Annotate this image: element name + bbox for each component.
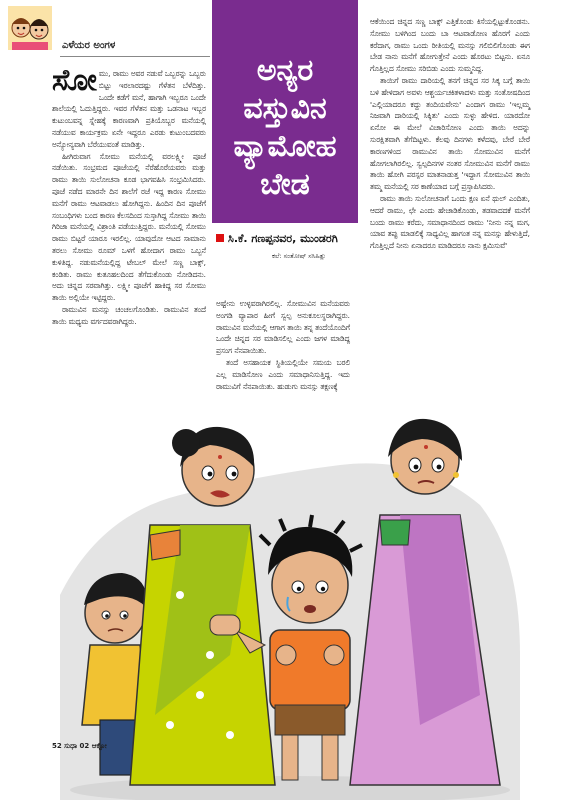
section-header (0, 0, 212, 60)
story-illustration (60, 395, 520, 800)
title-line: ವಸ್ತುವಿನ (243, 91, 327, 126)
byline-square-icon (216, 234, 224, 242)
story-column-1 (52, 63, 206, 328)
paragraph: ತಂದೆ ಅಸಹಾಯಕ ಸ್ಥಿತಿಯಲ್ಲಿಯೇ ಸಮಯ ಬರಲಿ ಎಲ್ಲ ಮಾಡಿಸೋಣ ಎಂದು ಸಮಾಧಾನಿಸುತ್ತಿದ್ದ. ಇದು ರಾಮುವಿಗೆ ನೆನಪಾಯಿತು. ಹುಡುಗು ಮನಸ್ಸು ತಕ್ಷಣಕ್ಕೆ (216, 357, 350, 391)
header-rule (60, 56, 210, 57)
kids-logo-icon (8, 6, 52, 50)
paragraph: ತಾಯಿಗೆ ರಾಮು ದಾರಿಯಲ್ಲಿ ತನಗೆ ಚಿನ್ನದ ಸರ ಸಿಕ್ಕ ಬಗ್ಗೆ ತಾಯಿ ಬಳಿ ಹೇಳಿದಾಗ ಅವಳು ಆಶ್ಚರ್ಯಚಕಿತಳಾದಳು ಮತ್ತು ಸಂತೋಷದಿಂದ 'ಎಲ್ಲಿಯಾದರೂ ಕದ್ದು ತಂದಿಯವೇನು' ಎಂದಾಗ ರಾಮು 'ಇಲ್ಲಮ್ಮ ನಿಜವಾಗಿ ದಾರಿಯಲ್ಲಿ ಸಿಕ್ಕಿತು' ಎಂದು ಸುಳ್ಳು ಹೇಳಿದ. ಯಾರದೋ ಏನೋ ಈ ಮೇಲೆ ವಿಚಾರಿಸೋಣ ಎಂದು ತಾಯಿ ಅದನ್ನು ಸುರಕ್ಷಿತವಾಗಿ ತೆಗೆದಿಟ್ಟಳು. ಕೆಲವು ದಿನಗಳು ಕಳೆದವು, ಬೇರೆ ಬೇರೆ ಕಾರಣಗಳಿಂದ ರಾಮುವಿನ ತಾಯಿ ಸೋಮುವಿನ ಮನೆಗೆ ಹೋಗಲಾಗಿರಲಿಲ್ಲ. ಸ್ವಲ್ಪದಿನಗಳ ನಂತರ ಸೋಮುವಿನ ಮನೆಗೆ ರಾಮು ತಾಯಿ ಹೋಗಿ ಪರಸ್ಪರ ಮಾತನಾಡುತ್ತ 'ಇದ್ದಾಗ ಸೋಮುವಿನ ತಾಯಿ ತಮ್ಮ ಮನೆಯಲ್ಲಿ ಸರ ಕಾಣೆಯಾದ ಬಗ್ಗೆ ಪ್ರಸ್ತಾಪಿಸಿದರು. (370, 75, 530, 192)
page-folio: 52 ಸುಧಾ 02 ಆಕ್ಟೋ (52, 742, 107, 750)
paragraph: ಆಕೆಯಿಂದ ಚಿನ್ನದ ಸಣ್ಣ ಬಾಕ್ಸ್ ಎತ್ತಿಕೊಂಡು ಕಿಸೆಯಲ್ಲಿಟ್ಟುಕೊಂಡನು. ಸೋಮು ಬಳಿಗಿಂದ ಬಂದು ಬಾ ಆಟವಾಡೋಣ ಹೊರಗೆ ಎಂದು ಕರೆದಾಗ, ರಾಮು ಒಂದು ರೀತಿಯಲ್ಲಿ ಮನಸ್ಸು ಗಲಿಬಿಲಿಗೊಂಡು ಈಗ ಬೇಡ ನಾನು ಮನೆಗೆ ಹೋಗುತ್ತೇನೆ ಎಂದು ಹೊರಟು ಬಿಟ್ಟನು. ಏನೂ ಗೊತ್ತಿಲ್ಲದ ಸೋಮು ಸರಿಬಿಡು ಎಂದು ಸುಮ್ಮನಿದ್ದ. (370, 17, 530, 74)
paragraph: ಮು, ರಾಮು ಅವರ ನಡುವೆ ಒಬ್ಬರನ್ನು ಒಬ್ಬರು ಬಿಟ್ಟು ಇರಲಾರದಷ್ಟು ಗೆಳೆತನ ಬೆಳೆದಿತ್ತು. ಒಂದೇ ಕಡೆಗೆ ಮನೆ, ಹಾಗಾಗಿ ಇಬ್ಬರೂ ಒಂದೇ ಶಾಲೆಯಲ್ಲಿ ಓದುತ್ತಿದ್ದರು. ಇವರ ಗೆಳೆತನ ಮತ್ತು ಒಡನಾಟ ಇಬ್ಬರ ಕುಟುಂಬವನ್ನ ಸ್ನೇಹಕ್ಕೆ ಕಾರಣವಾಗಿ ಪ್ರತಿಯೊಬ್ಬರ ಮನೆಯಲ್ಲಿ ನಡೆಯುವ ಕಾರ್ಯಕ್ರಮ ಏನೇ ಇದ್ದರೂ ಎರಡು ಕುಟುಂಬದವರು ಅನ್ಯೋನ್ಯವಾಗಿ ಬೆರೆಯುವಂತೆ ಮಾಡಿತ್ತು. (52, 69, 206, 149)
paragraph: ರಾಮು ತಾಯಿ ಸುಲೋಚನಾಗೆ ಒಂದು ಕ್ಷಣ ಏನೆ ಥುಲ್ ಎಂದಿತು, ಆದರೆ ರಾಮು, ಛೇ ಎಂದು ಹೇಚಾಡಿಕೊಂಡು, ತಡವಾದದಕೆ ಮನೆಗೆ ಬಂದು ರಾಮು ಕರೆದು, ಸಮಾಧಾನದಿಂದ ರಾಮು 'ನೀನು ನನ್ನ ಮಗ, ಯಾವ ತಪ್ಪು ಮಾಡಲಿಕ್ಕೆ ಸಾಧ್ಯವಿಲ್ಲ ಹಾಗಂತ ನನ್ನ ಮನಸ್ಸು ಹೇಳುತ್ತಿದೆ, ಗೊತ್ತಿಲ್ಲದೆ ನೀನು ಏನಾದರೂ ಮಾಡಿದರೂ ನಾನು ಕ್ಷಮಿಸುವೆ' (370, 193, 530, 251)
paragraph: ಅಷ್ಟೇನು ಉಳ್ಳವರಾಗಿರಲಿಲ್ಲ. ಸೋಮುವಿನ ಮನೆಯವರು ಅಂಗಡಿ ವ್ಯಾಪಾರ ಹೀಗೆ ಸ್ವಲ್ಪ ಅನುಕೂಲಸ್ಥರಾಗಿದ್ದರು. ರಾಮುವಿನ ಮನೆಯಲ್ಲಿ ಆಗಾಗ ತಾಯಿ ತನ್ನ ತಂದೆಯೊಂದಿಗೆ ಒಂದೇ ಚಿನ್ನದ ಸರ ಮಾಡಿಸಲಿಲ್ಲ ಎಂದು ಜಗಳ ಮಾಡಿದ್ದ ಪ್ರಸಂಗ ನೆನಪಾಯಿತು. (216, 299, 350, 356)
title-line: ವ್ಯಾಮೋಹ (233, 129, 337, 164)
title-line: ಬೇಡ (260, 167, 310, 202)
story-column-3 (370, 16, 530, 252)
story-title (212, 52, 358, 204)
paragraph: ಹೀಗಿರುವಾಗ ಸೋಮು ಮನೆಯಲ್ಲಿ ವರಲಕ್ಷ್ಮೀ ಪೂಜೆ ನಡೆಯಿತು. ಸಂಭ್ರಮದ ಪೂಜೆಯಲ್ಲಿ ನೆರೆಹೊರೆಯವರು ಮತ್ತು ರಾಮು ತಾಯಿ ಸುಲೋಚನಾ ಕೂಡ ಭಾಗವಹಿಸಿ ಸಂಭ್ರಮಿಸಿದರು. ಪೂಜೆ ನಡೆದ ಮಾರನೇ ದಿನ ಶಾಲೆಗೆ ರಜೆ ಇದ್ದ ಕಾರಣ ಸೋಮು ಮನೆಗೆ ರಾಮು ಆಟವಾಡಲು ಹೋಗಿದ್ದನು. ಹಿಂದಿನ ದಿನ ಪೂಜೆಗೆ ಸಂಬಂಧಿಗಳು ಬಂದ ಕಾರಣ ಕೆಲಸದಿಂದ ಸುಸ್ತಾಗಿದ್ದ ಸೋಮು ತಾಯಿ ಗಿರಿಜಾ ಮನೆಯಲ್ಲಿ ವಿಶ್ರಾಂತಿ ಪಡೆಯುತ್ತಿದ್ದರು. ಮನೆಯಲ್ಲಿ ಸೋಮು ರಾಮು ಬಿಟ್ಟರೆ ಯಾರೂ ಇರಲಿಲ್ಲ. ಯಾವುದೋ ಆಟದ ಸಾಮಾನು ತರಲು ಸೋಮು ರೂಮ್ ಒಳಗೆ ಹೋದಾಗ ರಾಮು ಒಬ್ಬನೆ ಕುಳಿತಿದ್ದ. ನಡುಮನೆಯಲ್ಲಿದ್ದ ಟೇಬಲ್ ಮೇಲೆ ಸಣ್ಣ ಬಾಕ್ಸ್, ಕಂಡಿತು. ರಾಮು ಕುತೂಹಲದಿಂದ ತೆಗೆದುಕೊಂಡು ನೋಡಿದನು. ಅದು ಚಿನ್ನದ ಸರವಾಗಿತ್ತು. ಲಕ್ಷ್ಮೀ ಪೂಜೆಗೆ ಹಾಕಿದ್ದ ಸರ ಸೋಮು ತಾಯಿ ಅಲ್ಲಿಯೇ ಇಟ್ಟಿದ್ದರು. (52, 151, 206, 303)
author-byline (216, 232, 366, 246)
section-label: ಎಳೆಯರ ಅಂಗಳ (62, 40, 116, 51)
author-name: ಸಿ.ಕೆ. ಗಣಪ್ಪನವರ, ಮುಂಡರಗಿ (228, 232, 338, 245)
drop-cap: ಸೋ (52, 63, 97, 98)
paragraph: ರಾಮುವಿನ ಮನಸ್ಸು ಚಂಚಲಗೊಂಡಿತು. ರಾಮುವಿನ ತಂದೆ ತಾಯಿ ಮಧ್ಯಮ ವರ್ಗದವರಾಗಿದ್ದರು. (52, 304, 206, 326)
title-line: ಅನ್ಯರ (256, 53, 314, 88)
story-column-2 (216, 298, 350, 392)
illustrator-credit: ಕಲೆ: ಸಂತೋಷ್ ಸಸಿಹಿತ್ಲು (272, 252, 326, 260)
